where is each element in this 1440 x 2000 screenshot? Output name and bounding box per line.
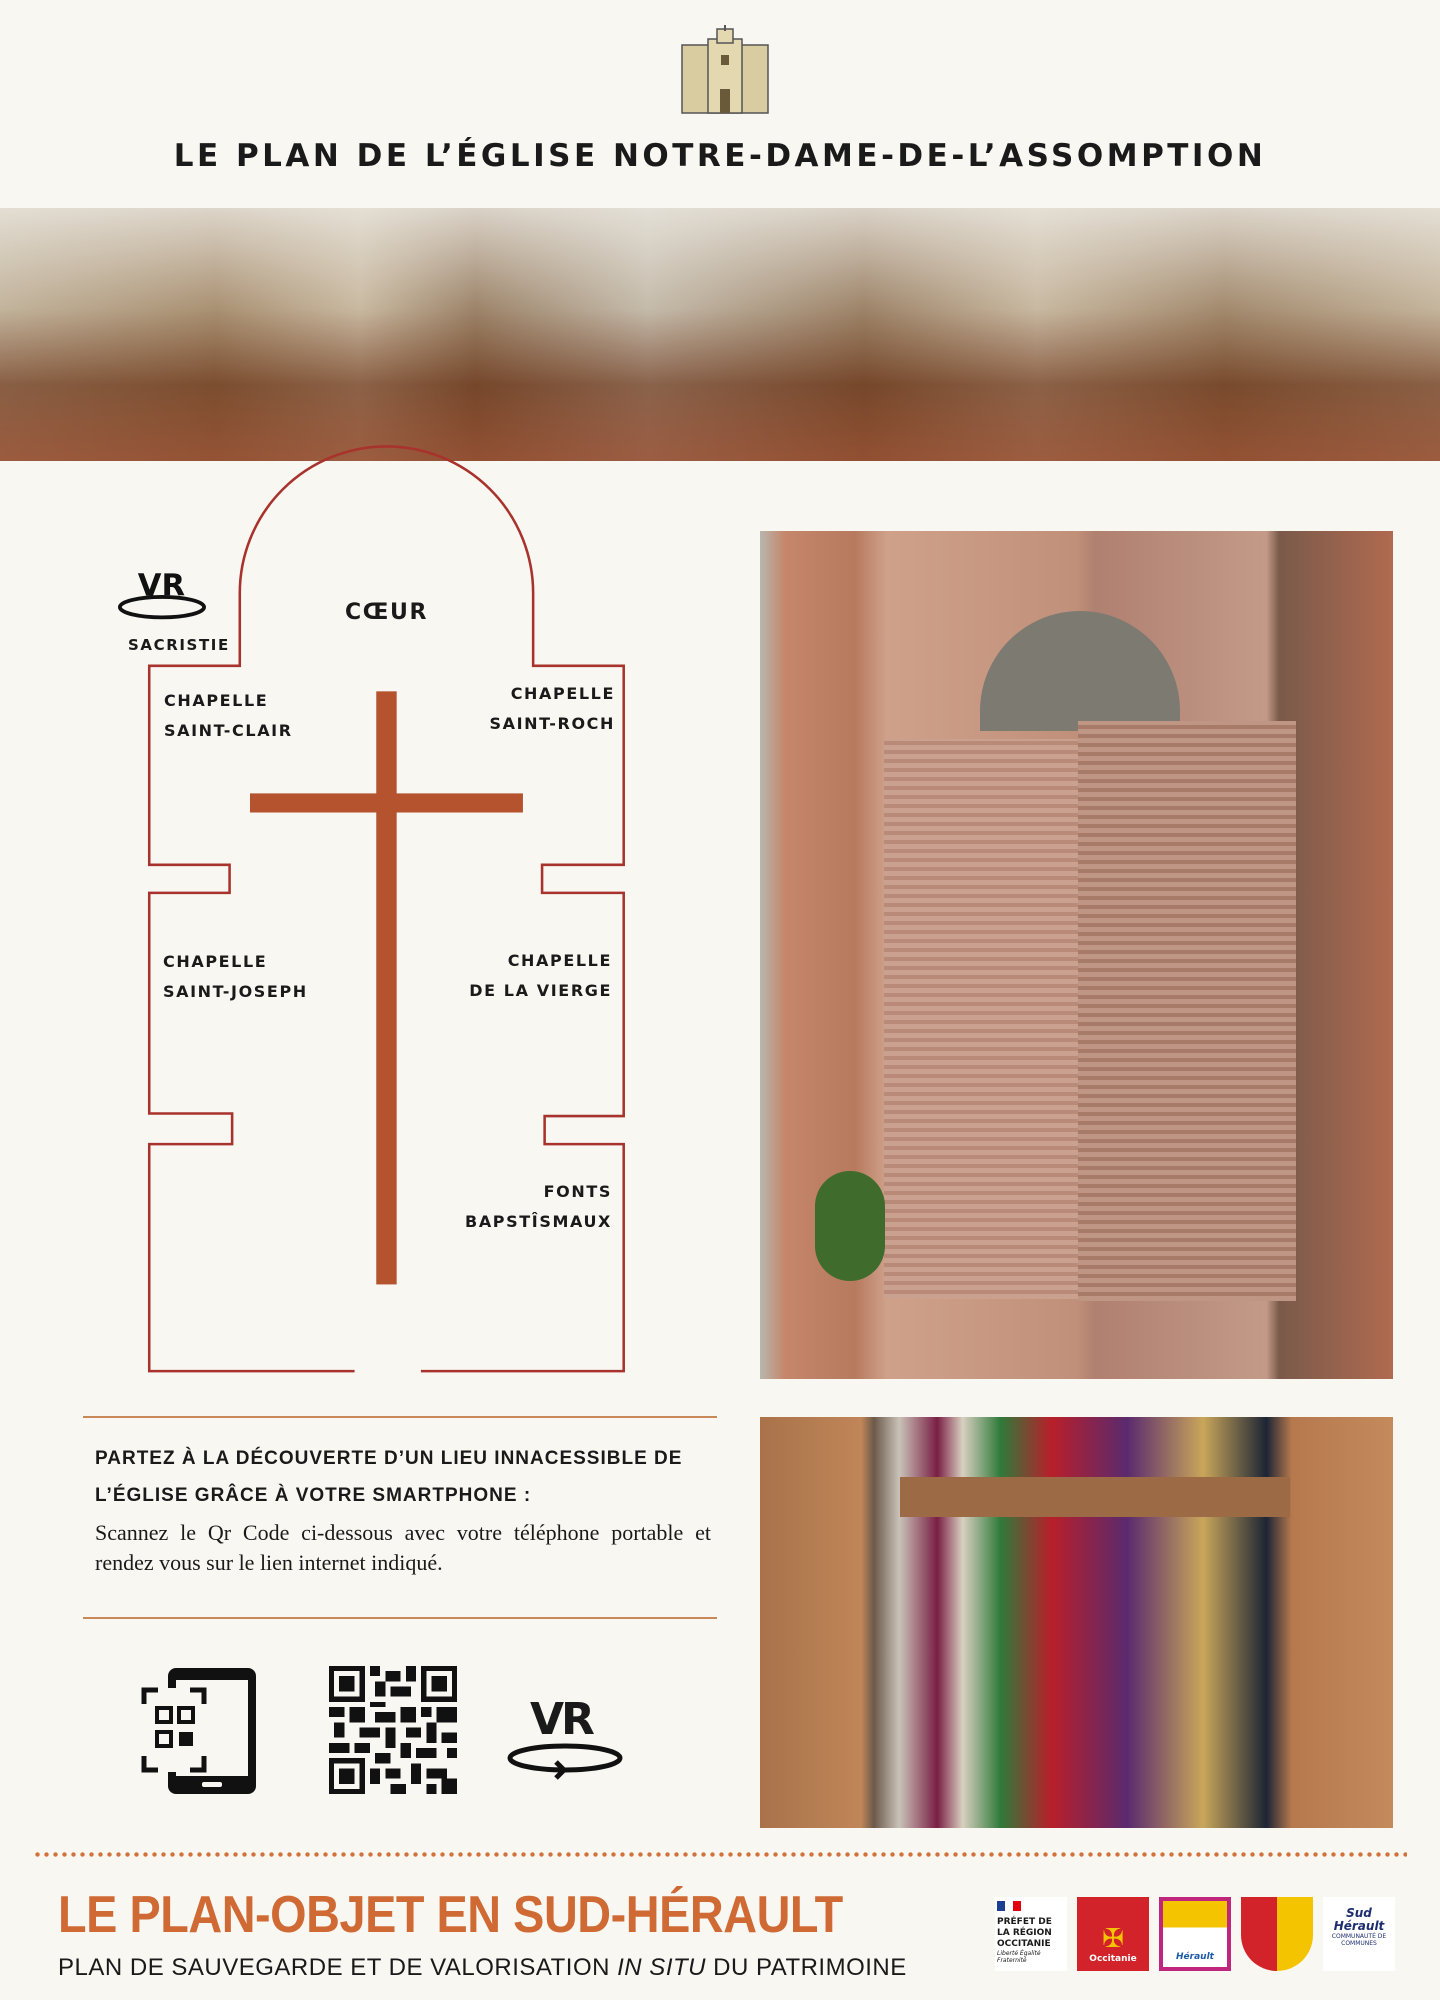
label-coeur: CŒUR — [345, 600, 429, 625]
info-heading: PARTEZ À LA DÉCOUVERTE D’UN LIEU INNACESSIBLE DE L’ÉGLISE GRÂCE À VOTRE SMARTPHONE : — [95, 1448, 683, 1506]
logo-region-occitanie: ✠ Occitanie — [1077, 1897, 1149, 1971]
logo-sud-herault: Sud Hérault COMMUNAUTÉ DE COMMUNES — [1323, 1897, 1395, 1971]
label-sacristie: SACRISTIE — [128, 636, 230, 654]
label-chapelle-saint-joseph: CHAPELLE SAINT-JOSEPH — [163, 952, 308, 1001]
partner-logos — [995, 1897, 1395, 1971]
svg-text:VR: VR — [137, 568, 186, 604]
cross-horizontal — [250, 793, 523, 812]
vr-360-icon[interactable] — [506, 1696, 624, 1782]
aerial-roof-photo — [760, 531, 1393, 1379]
footer-title: LE PLAN-OBJET EN SUD-HÉRAULT — [58, 1886, 843, 1944]
cross-vertical — [376, 691, 396, 1284]
vestry-wardrobe-photo — [760, 1417, 1393, 1828]
footer-subtitle: PLAN DE SAUVEGARDE ET DE VALORISATION IN SITU DU PATRIMOINE — [58, 1954, 907, 1981]
page-title: LE PLAN DE L’ÉGLISE NOTRE-DAME-DE-L’ASSOMPTION — [173, 138, 1267, 174]
info-body: Scannez le Qr Code ci-dessous avec votre téléphone portable et rendez vous sur le lien internet indiqué. — [95, 1520, 711, 1575]
label-chapelle-vierge: CHAPELLE DE LA VIERGE — [469, 951, 612, 1000]
phone-qr-scan-icon — [138, 1666, 260, 1798]
vr-label: VR — [530, 1694, 592, 1745]
vr-sacristie-icon — [120, 569, 204, 618]
logo-coat-of-arms — [1241, 1897, 1313, 1971]
divider-top — [83, 1416, 717, 1418]
label-chapelle-saint-roch: CHAPELLE SAINT-ROCH — [489, 684, 615, 733]
qr-code[interactable] — [329, 1666, 457, 1794]
info-block — [95, 1440, 711, 1578]
logo-herault-departement: Hérault — [1159, 1897, 1231, 1971]
label-fonts-baptismaux: FONTS BAPSTÎSMAUX — [465, 1182, 612, 1231]
divider-bottom — [83, 1617, 717, 1619]
dotted-separator — [33, 1852, 1407, 1857]
label-chapelle-saint-clair: CHAPELLE SAINT-CLAIR — [164, 691, 293, 740]
logo-prefet-occitanie: PRÉFET DE LA RÉGION OCCITANIE Liberté Égalité Fraternité — [995, 1897, 1067, 1971]
